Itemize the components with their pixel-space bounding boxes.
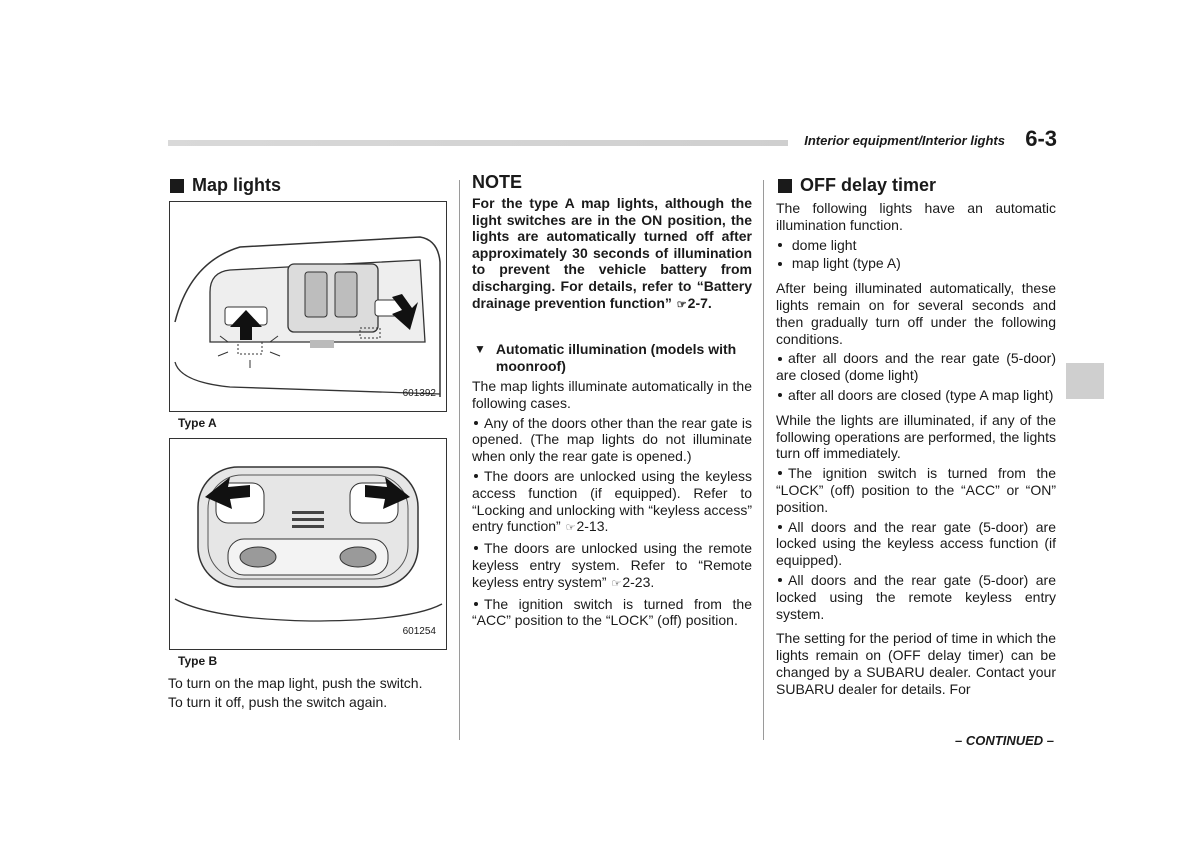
continued-label: – CONTINUED – xyxy=(955,733,1054,748)
note-title: NOTE xyxy=(472,172,523,192)
automatic-illumination-heading: ▼ Automatic illumination (models with moonroof) xyxy=(474,341,737,374)
caption-type-a: Type A xyxy=(178,416,217,430)
figure-type-b xyxy=(169,438,447,650)
triangle-marker-icon: ▼ xyxy=(474,342,486,356)
list-item: The ignition switch is turned from the “LOCK” (off) position to the “ACC” or “ON” position. xyxy=(776,465,1056,515)
list-item: map light (type A) xyxy=(776,255,1056,272)
map-lights-heading: Map lights xyxy=(170,175,281,196)
list-item: All doors and the rear gate (5-door) are locked using the keyless access function (if equipped). xyxy=(776,518,1056,569)
list-item: The doors are unlocked using the remote keyless entry system. Refer to “Remote keyless entry system” ☞2-23. xyxy=(472,540,752,592)
chapter-tab xyxy=(1066,363,1104,399)
automatic-illumination-body xyxy=(472,378,752,632)
bullet-icon xyxy=(778,243,782,247)
note-text: For the type A map lights, although the light switches are in the ON position, the lights are automatically turned off after approximately 30 seconds of illumination to prevent the vehicle battery from discharging. For details, refer to “Battery drainage prevention function” ☞2-7. xyxy=(472,195,752,313)
header-rule xyxy=(168,140,788,146)
list-item: The ignition switch is turned from the “ACC” position to the “LOCK” (off) position. xyxy=(472,595,752,629)
bullet-icon xyxy=(778,578,782,582)
section-square-icon xyxy=(170,179,184,193)
column-divider-2 xyxy=(763,180,764,740)
dealer-text: The setting for the period of time in which the lights remain on (OFF delay timer) can be changed by a SUBARU dealer. Contact your SUBARU dealer for details. For xyxy=(776,630,1056,697)
figure-number: 601392 xyxy=(402,388,436,399)
bullet-icon xyxy=(778,393,782,397)
bullet-icon xyxy=(474,474,478,478)
type-a-illustration xyxy=(170,202,446,411)
off-delay-timer-body xyxy=(776,200,1056,701)
bullet-icon xyxy=(474,546,478,550)
intro-text: The map lights illuminate automatically in the following cases. xyxy=(472,378,752,411)
book-reference-icon: ☞ xyxy=(676,298,687,311)
caption-type-b: Type B xyxy=(178,654,218,668)
intro-text: The following lights have an automatic illumination function. xyxy=(776,200,1056,233)
section-title: Interior equipment/Interior lights xyxy=(804,133,1005,148)
figure-type-a xyxy=(169,201,447,412)
map-lights-instructions xyxy=(168,674,453,712)
bullet-icon xyxy=(778,525,782,529)
list-item: The doors are unlocked using the keyless access function (if equipped). Refer to “Locking and unlocking with “keyless access” entry function” ☞2-13. xyxy=(472,468,752,537)
bullet-icon xyxy=(474,602,478,606)
instruction-on: To turn on the map light, push the switch. xyxy=(168,675,423,691)
bullet-icon xyxy=(778,262,782,266)
off-delay-timer-heading: OFF delay timer xyxy=(778,175,936,196)
type-b-illustration xyxy=(170,439,446,649)
conditions-text: After being illuminated automatically, these lights remain on for several seconds and then gradually turn off under the following conditions. xyxy=(776,280,1056,347)
book-reference-icon: ☞ xyxy=(611,577,622,590)
column-divider-1 xyxy=(459,180,460,740)
section-square-icon xyxy=(778,179,792,193)
bullet-icon xyxy=(474,421,478,425)
list-item: after all doors and the rear gate (5-door) are closed (dome light) xyxy=(776,350,1056,384)
bullet-icon xyxy=(778,471,782,475)
bullet-icon xyxy=(778,357,782,361)
book-reference-icon: ☞ xyxy=(565,522,576,535)
operations-text: While the lights are illuminated, if any of the following operations are performed, the lights turn off immediately. xyxy=(776,411,1056,462)
list-item: All doors and the rear gate (5-door) are locked using the remote keyless entry system. xyxy=(776,571,1056,622)
list-item: after all doors are closed (type A map light) xyxy=(776,387,1056,404)
figure-number: 601254 xyxy=(402,626,436,637)
list-item: dome light xyxy=(776,237,1056,254)
list-item: Any of the doors other than the rear gate is opened. (The map lights do not illuminate when only the rear gate is opened.) xyxy=(472,414,752,465)
page-number: 6-3 xyxy=(1025,126,1057,151)
instruction-off: To turn it off, push the switch again. xyxy=(168,694,388,710)
